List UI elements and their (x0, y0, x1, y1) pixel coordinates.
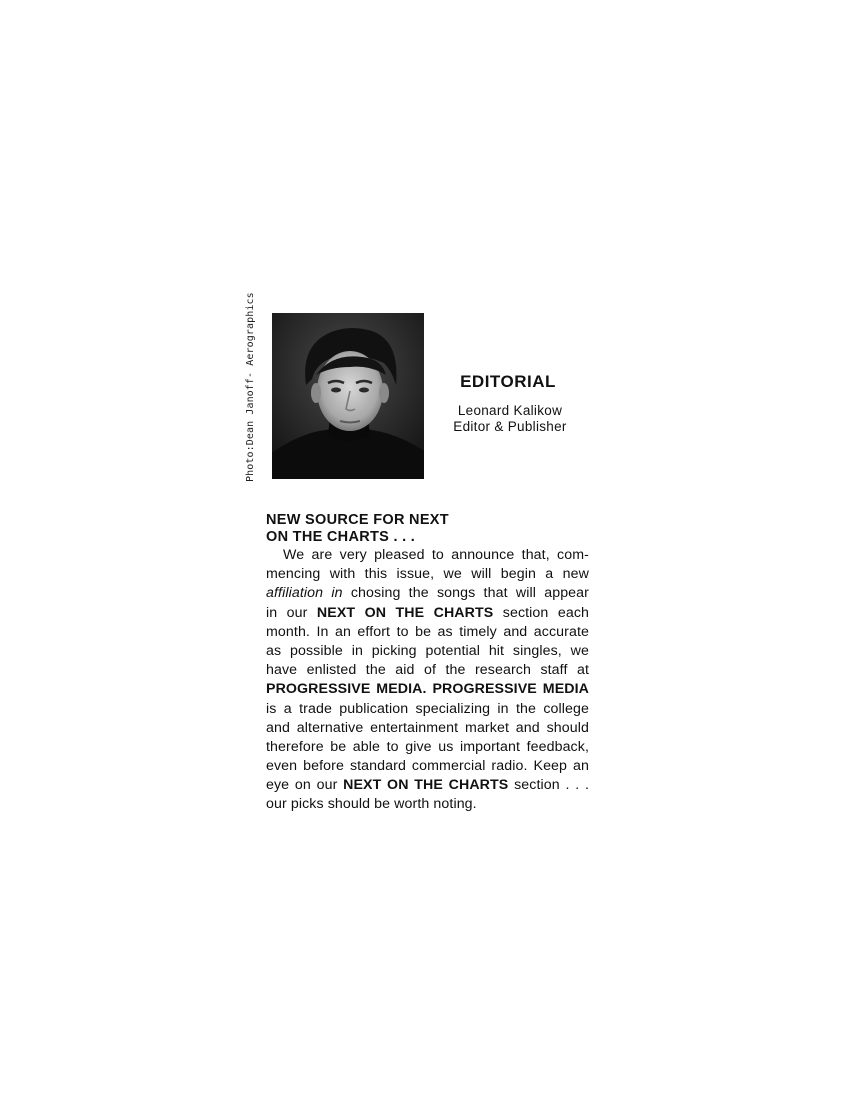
body-text-run: our picks should be worth noting. (266, 796, 477, 813)
article-body (266, 546, 589, 815)
headline-line: NEW SOURCE FOR NEXT (266, 512, 449, 528)
body-text-bold-run: NEXT ON THE CHARTS (316, 604, 494, 621)
editor-role: Editor & Publisher (453, 419, 567, 434)
body-text-run: in our (266, 604, 317, 621)
body-line (266, 565, 589, 584)
body-text-run: have enlisted the aid of the research staff at (266, 662, 589, 679)
body-text-bold-run: PROGRESSIVE MEDIA. PROGRESSIVE MEDIA (266, 681, 589, 698)
body-line (266, 700, 589, 719)
body-text-run: is a trade publication specializing in the college (266, 700, 589, 717)
body-line (266, 719, 589, 738)
body-line (266, 623, 589, 642)
headline-line: ON THE CHARTS . . . (266, 529, 416, 545)
body-text-italic-run: affiliation in (266, 585, 343, 602)
body-line (266, 776, 589, 795)
body-line (266, 546, 589, 565)
body-line (266, 795, 589, 814)
body-text-run: section . . . (508, 777, 589, 794)
photo-credit: Photo:Dean Janoff- Aerographics (245, 292, 256, 482)
body-line (266, 584, 589, 603)
body-text-run: We are very pleased to announce that, com- (283, 547, 589, 563)
body-text-run: chosing the songs that will appear (342, 585, 589, 602)
editor-name: Leonard Kalikow (457, 403, 563, 418)
editorial-title: EDITORIAL (460, 372, 556, 391)
editor-portrait-photo (272, 313, 424, 479)
body-text-run: section each (493, 604, 590, 621)
body-text-run: and alternative entertainment market and should (266, 719, 589, 736)
body-text-run: therefore be able to give us important feedback, (266, 738, 589, 755)
article-headline (266, 512, 596, 546)
body-text-run: even before standard commercial radio. Keep an (266, 758, 589, 775)
body-line (266, 680, 589, 699)
body-line (266, 642, 589, 661)
body-text-run: eye on our (266, 777, 344, 794)
body-line (266, 661, 589, 680)
body-text-run: month. In an effort to be as timely and accurate (266, 623, 589, 640)
body-text-run: mencing with this issue, we will begin a new (266, 566, 589, 583)
body-text-run: as possible in picking potential hit singles, we (266, 642, 589, 659)
body-line (266, 604, 589, 623)
body-line (266, 738, 589, 757)
body-text-bold-run: NEXT ON THE CHARTS (343, 777, 509, 794)
body-line (266, 757, 589, 776)
